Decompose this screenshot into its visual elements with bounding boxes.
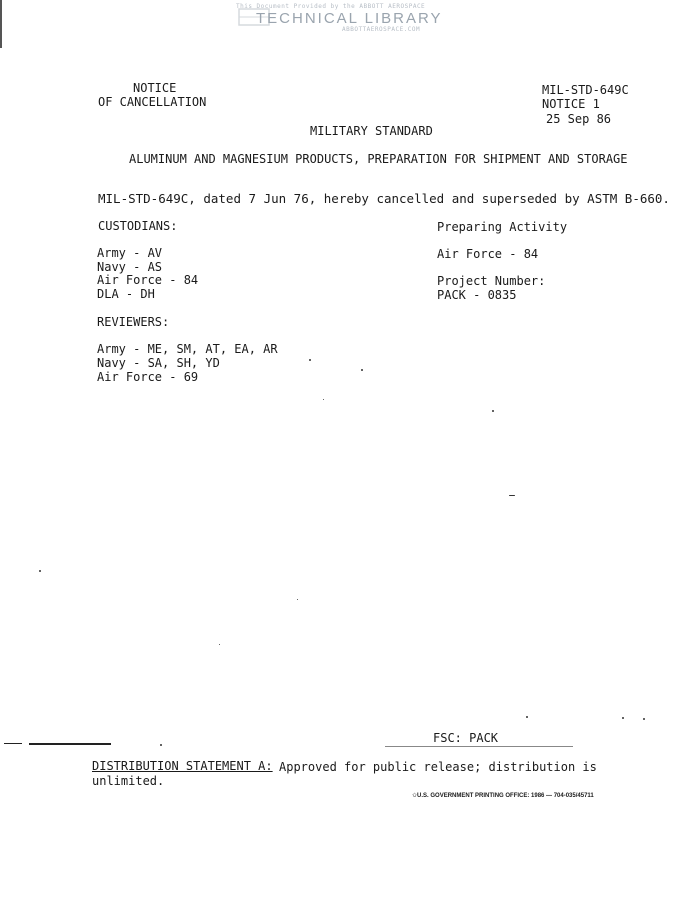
scan-speck — [622, 717, 624, 719]
scan-speck — [492, 410, 494, 412]
standard-type: MILITARY STANDARD — [310, 124, 433, 138]
scan-speck — [323, 399, 324, 400]
reviewer-item: Army - ME, SM, AT, EA, AR — [97, 342, 278, 356]
scan-speck — [526, 716, 528, 718]
custodian-item: Army - AV — [97, 246, 163, 260]
document-title: ALUMINUM AND MAGNESIUM PRODUCTS, PREPARATION FOR SHIPMENT AND STORAGE — [129, 152, 628, 166]
distribution-statement-text-cont: unlimited. — [92, 774, 165, 788]
scan-speck — [643, 718, 645, 720]
reviewer-item: Navy - SA, SH, YD — [97, 356, 220, 370]
separator-dash — [4, 743, 22, 744]
custodian-item: Navy - AS — [97, 260, 163, 274]
fsc-code: FSC: PACK — [433, 731, 499, 745]
custodian-item: Air Force - 84 — [97, 273, 199, 287]
scan-speck — [361, 369, 363, 371]
notice-number: NOTICE 1 — [542, 97, 600, 111]
separator-line-faint — [385, 746, 573, 747]
scan-speck — [509, 495, 515, 496]
preparing-activity-value: Air Force - 84 — [437, 247, 539, 261]
scan-speck — [297, 599, 298, 600]
preparing-activity-heading: Preparing Activity — [437, 220, 568, 234]
separator-line — [29, 743, 111, 745]
notice-date: 25 Sep 86 — [546, 112, 612, 126]
custodians-heading: CUSTODIANS: — [98, 219, 178, 233]
scan-speck — [219, 644, 220, 645]
project-number-label: Project Number: — [437, 274, 546, 288]
project-number-value: PACK - 0835 — [437, 288, 517, 302]
notice-cancellation-label: OF CANCELLATION — [98, 95, 207, 109]
watermark-title: TECHNICAL LIBRARY — [256, 10, 443, 27]
scan-speck — [160, 744, 162, 746]
notice-label: NOTICE — [133, 81, 177, 95]
scan-edge — [0, 0, 2, 48]
printing-office-imprint: ✩U.S. GOVERNMENT PRINTING OFFICE: 1986 — 704-035/45711 — [412, 793, 594, 799]
scan-speck — [39, 570, 41, 572]
scan-speck — [309, 359, 311, 361]
custodian-item: DLA - DH — [97, 287, 155, 301]
watermark-url: ABBOTTAEROSPACE.COM — [342, 26, 421, 33]
distribution-statement-label: DISTRIBUTION STATEMENT A: — [92, 759, 273, 773]
reviewers-heading: REVIEWERS: — [97, 315, 170, 329]
doc-number: MIL-STD-649C — [542, 83, 629, 97]
cancellation-statement: MIL-STD-649C, dated 7 Jun 76, hereby cancelled and superseded by ASTM B-660. — [98, 191, 670, 206]
distribution-statement-text: Approved for public release; distribution is — [279, 760, 597, 774]
watermark-top-line: This Document Provided by the ABBOTT AEROSPACE — [236, 3, 426, 10]
reviewer-item: Air Force - 69 — [97, 370, 199, 384]
